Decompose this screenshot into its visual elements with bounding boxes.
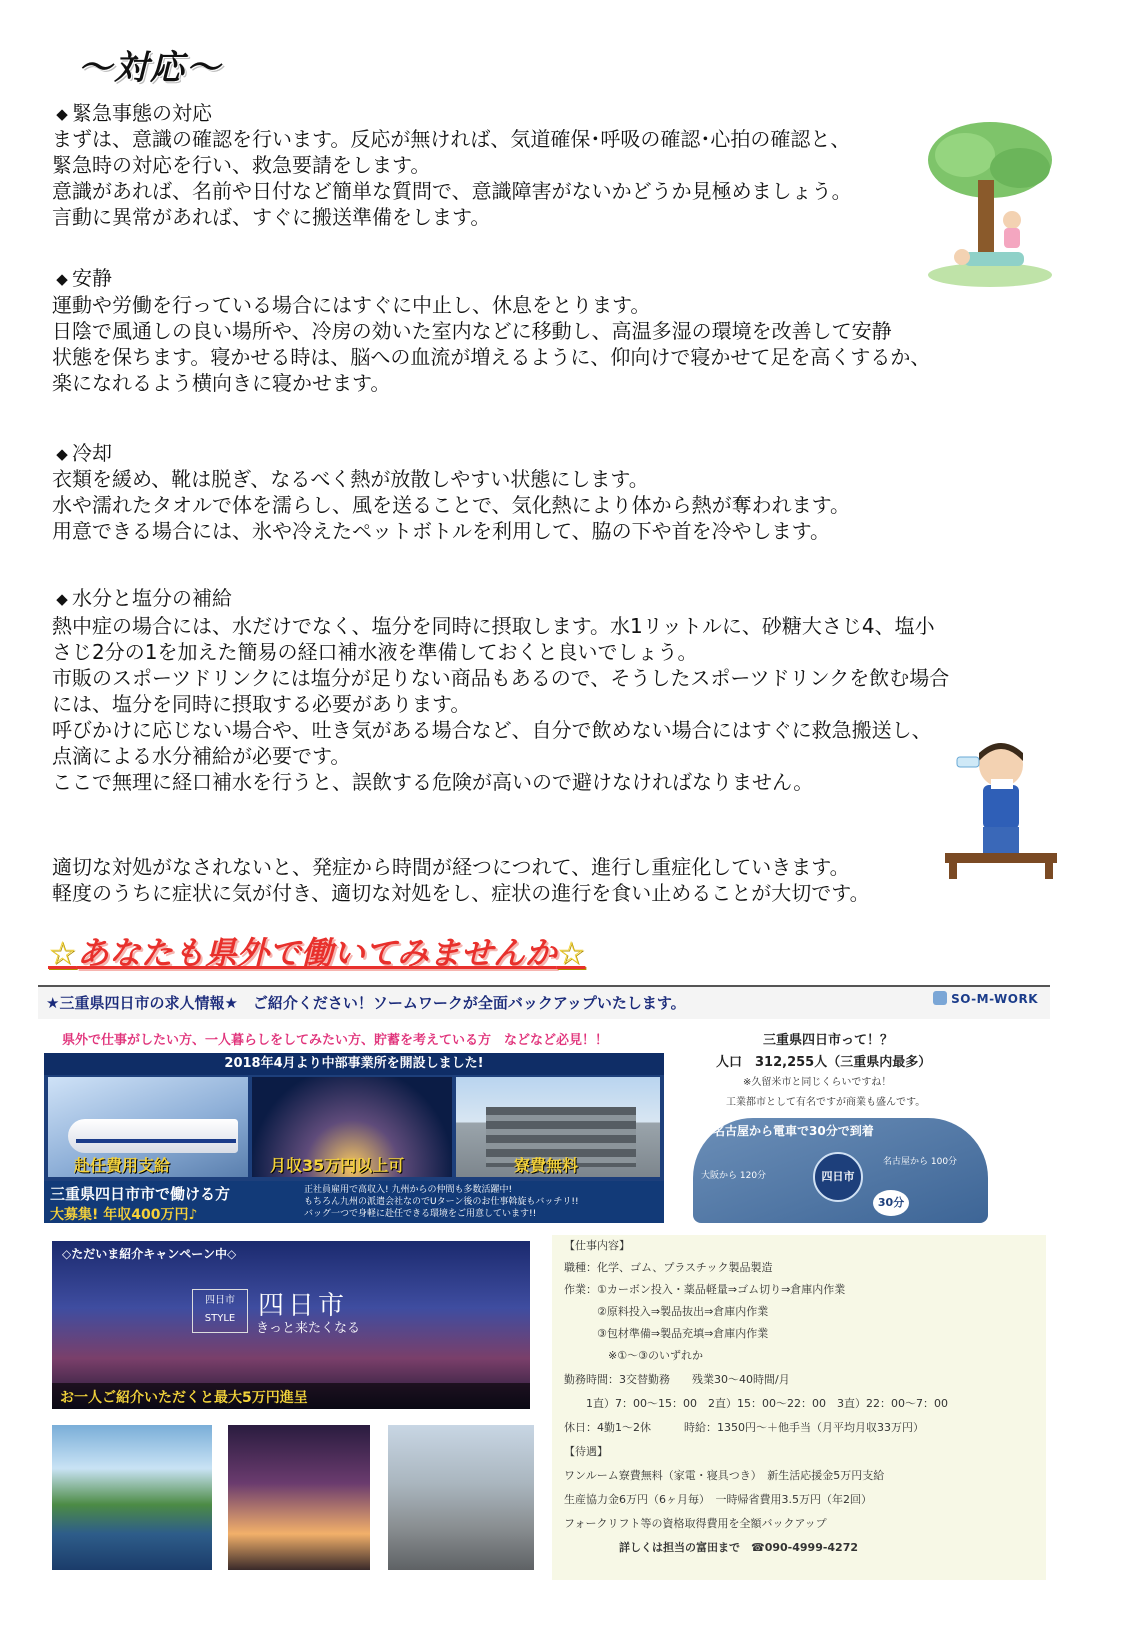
- text-line: 軽度のうちに症状に気が付き、適切な対処をし、症状の進行を食い止めることが大切です。: [52, 881, 870, 905]
- job-line: 作業：①カーボン投入・薬品軽量⇒ゴム切り⇒倉庫内作業: [564, 1283, 846, 1296]
- text-line: 状態を保ちます。寝かせる時は、脳への血流が増えるように、仰向けで寝かせて足を高くするか、: [52, 345, 931, 369]
- map-osaka-label: 大阪から 120分: [701, 1171, 767, 1181]
- job-details: [552, 1235, 1046, 1580]
- recruit-details: [304, 1184, 579, 1220]
- section-heading-cooling: [52, 440, 112, 467]
- text-line: には、塩分を同時に摂取する必要があります。: [52, 692, 471, 716]
- company-logo: [933, 991, 1038, 1006]
- map-nagoya-label: 名古屋から電車で30分で到着: [713, 1124, 874, 1138]
- campaign-header: ◇ただいま紹介キャンペーン中◇: [62, 1247, 237, 1261]
- text-line: ここで無理に経口補水を行うと、誤飲する危険が高いので避けなければなりません。: [52, 770, 814, 794]
- campaign-offer: お一人ご紹介いただくと最大5万円進呈: [60, 1390, 308, 1406]
- job-line: フォークリフト等の資格取得費用を全額バックアップ: [564, 1517, 827, 1530]
- shopping-street-night-photo: [228, 1425, 370, 1570]
- diamond-bullet-icon: ◆: [56, 105, 68, 123]
- star-icon: ☆: [48, 934, 77, 972]
- section-body-hydration: [52, 613, 949, 795]
- text-line: 用意できる場合には、氷や冷えたペットボトルを利用して、脇の下や首を冷やします。: [52, 519, 830, 543]
- map-nagoya-route: 名古屋から 100分: [883, 1157, 958, 1167]
- text-line: 言動に異常があれば、すぐに搬送準備をします。: [52, 205, 491, 229]
- text-line: 水や濡れたタオルで体を濡らし、風を送ることで、気化熱により体から熱が奪われます。: [52, 493, 850, 517]
- festival-photo: [52, 1425, 212, 1570]
- text-line: 衣類を緩め、靴は脱ぎ、なるべく熱が放散しやすい状態にします。: [52, 467, 649, 491]
- section-heading-rest: [52, 265, 112, 292]
- map-time-badge: 30分: [873, 1190, 909, 1216]
- caption-dorm: 寮費無料: [514, 1156, 579, 1175]
- city-style-logo: 四日市 STYLE: [192, 1289, 248, 1333]
- job-line: 【待遇】: [564, 1445, 608, 1458]
- section-heading-text: 緊急事態の対応: [72, 101, 212, 125]
- recruit-banner-title: [48, 928, 585, 974]
- job-line: 勤務時間：3交替勤務 残業30～40時間/月: [564, 1373, 790, 1386]
- population: 人口 312,255人（三重県内最多）: [716, 1055, 932, 1070]
- logo-mark-icon: [933, 991, 947, 1005]
- photo-panel-header: 2018年4月より中部事業所を開設しました!: [44, 1053, 664, 1075]
- diamond-bullet-icon: ◆: [56, 590, 68, 608]
- page-title: ～対応～: [78, 48, 222, 88]
- detail-line: もちろん九州の派遣会社なのでUターン後のお仕事斡旋もバッチリ!!: [304, 1197, 579, 1207]
- job-line: 休日：4勤1～2休 時給：1350円～＋他手当（月平均月収33万円）: [564, 1421, 924, 1434]
- street-photo: [388, 1425, 534, 1570]
- section-heading-hydration: [52, 585, 232, 612]
- banner-text: あなたも県外で働いてみませんか: [76, 934, 557, 972]
- job-line: 生産協力金6万円（6ヶ月毎） 一時帰省費用3.5万円（年2回）: [564, 1493, 872, 1506]
- tree-rest-illustration: [920, 120, 1060, 290]
- job-line: 1直）7：00～15：00 2直）15：00～22：00 3直）22：00～7：00: [564, 1397, 948, 1410]
- recruit-sub: 大募集! 年収400万円♪: [50, 1207, 198, 1223]
- job-line: ②原料投入⇒製品抜出⇒倉庫内作業: [564, 1305, 769, 1318]
- text-line: 呼びかけに応じない場合や、吐き気がある場合など、自分で飲めない場合にはすぐに救急搬送し、: [52, 718, 932, 742]
- population-note: ※久留米市と同じくらいですね！: [743, 1077, 892, 1088]
- section-heading-text: 冷却: [72, 441, 112, 465]
- detail-line: 正社員雇用で高収入! 九州からの仲間も多数活躍中!: [304, 1185, 513, 1195]
- text-line: 日陰で風通しの良い場所や、冷房の効いた室内などに移動し、高温多湿の環境を改善して安静: [52, 319, 892, 343]
- job-line: ※①～③のいずれか: [564, 1349, 703, 1362]
- text-line: 意識があれば、名前や日付など簡単な質問で、意識障害がないかどうか見極めましょう。: [52, 179, 852, 203]
- text-line: 熱中症の場合には、水だけでなく、塩分を同時に摂取します。水1リットルに、砂糖大さじ4、塩小: [52, 614, 935, 638]
- section-heading-text: 安静: [72, 266, 112, 290]
- text-line: 市販のスポーツドリンクには塩分が足りない商品もあるので、そうしたスポーツドリンクを飲む場合: [52, 666, 950, 690]
- job-line: ワンルーム寮費無料（家電・寝具つき） 新生活応援金5万円支給: [564, 1469, 885, 1482]
- flyer-header: ★三重県四日市の求人情報★ ご紹介ください！ソームワークが全面バックアップいたします。: [38, 985, 1050, 1019]
- caption-salary: 月収35万円以上可: [270, 1156, 405, 1175]
- map-center-city: 四日市: [813, 1152, 863, 1202]
- campaign-panel: [52, 1241, 530, 1409]
- contact-line: 詳しくは担当の富田まで ☎090-4999-4272: [564, 1541, 859, 1554]
- section-body-emergency: [52, 126, 852, 230]
- text-line: 楽になれるよう横向きに寝かせます。: [52, 371, 391, 395]
- campaign-slogan: きっと来たくなる: [256, 1321, 361, 1336]
- campaign-city: 四日市: [258, 1291, 349, 1321]
- section-body-cooling: [52, 466, 850, 544]
- closing-text: [52, 854, 870, 906]
- diamond-bullet-icon: ◆: [56, 445, 68, 463]
- detail-line: バッグ一つで身軽に赴任できる環境をご用意しています!!: [304, 1209, 537, 1219]
- section-heading-text: 水分と塩分の補給: [72, 586, 232, 610]
- boy-drinking-illustration: [935, 735, 1065, 880]
- text-line: さじ2分の1を加えた簡易の経口補水液を準備しておくと良いでしょう。: [52, 640, 698, 664]
- section-heading-emergency: [52, 100, 212, 127]
- text-line: まずは、意識の確認を行います。反応が無ければ、気道確保･呼吸の確認･心拍の確認と、: [52, 127, 851, 151]
- logo-text: SO-M-WORK: [951, 992, 1038, 1006]
- text-line: 緊急時の対応を行い、救急要請をします。: [52, 153, 431, 177]
- access-map: [693, 1118, 988, 1223]
- city-question: 三重県四日市って！？: [763, 1033, 894, 1048]
- caption-relocation: 赴任費用支給: [74, 1156, 171, 1175]
- city-info-panel: [688, 1023, 993, 1223]
- job-flyer: [38, 985, 1050, 1585]
- text-line: 適切な対処がなされないと、発症から時間が経つにつれて、進行し重症化していきます。: [52, 855, 850, 879]
- text-line: 点滴による水分補給が必要です。: [52, 744, 351, 768]
- industry-note: 工業都市として有名ですが商業も盛んです。: [726, 1097, 926, 1108]
- diamond-bullet-icon: ◆: [56, 270, 68, 288]
- job-line: 職種：化学、ゴム、プラスチック製品製造: [564, 1261, 773, 1274]
- text-line: 運動や労働を行っている場合にはすぐに中止し、休息をとります。: [52, 293, 651, 317]
- flyer-tagline: 県外で仕事がしたい方、一人暮らしをしてみたい方、貯蓄を考えている方 などなど必見！！: [62, 1033, 609, 1048]
- job-line: ③包材準備⇒製品充填⇒倉庫内作業: [564, 1327, 769, 1340]
- photo-panel: [44, 1053, 664, 1223]
- section-body-rest: [52, 292, 930, 396]
- star-icon: ☆: [556, 934, 586, 972]
- recruit-main: 三重県四日市市で働ける方: [50, 1185, 231, 1203]
- job-line: 【仕事内容】: [564, 1239, 630, 1252]
